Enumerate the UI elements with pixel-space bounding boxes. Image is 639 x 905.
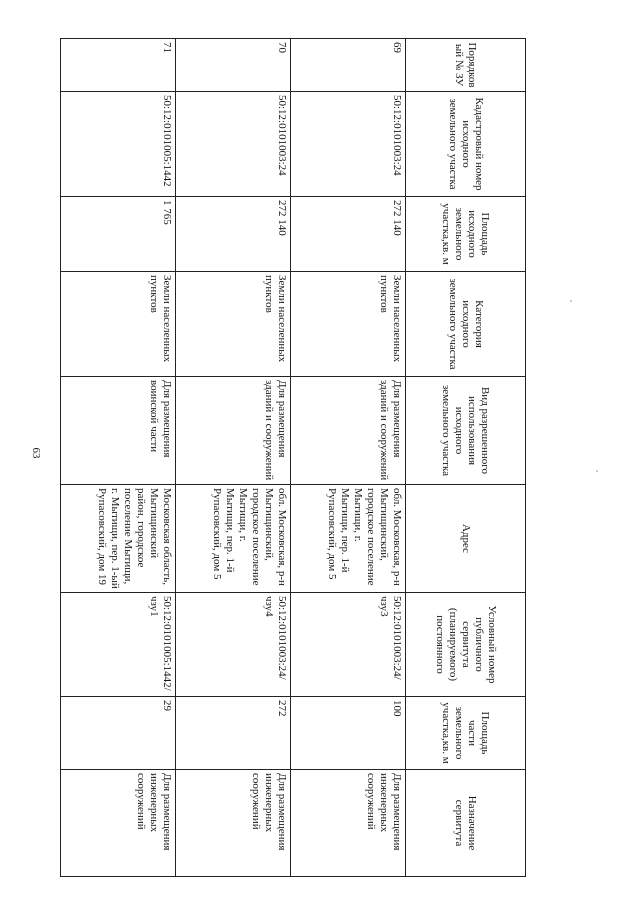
cell-use: Для размещения зданий и сооружений bbox=[291, 377, 406, 485]
cell-purpose: Для размещения инженерных сооружений bbox=[61, 770, 176, 877]
cell-category: Земли населенных пунктов bbox=[176, 272, 291, 377]
table-row bbox=[61, 39, 176, 877]
cell-part-area: 29 bbox=[61, 697, 176, 770]
header-row bbox=[406, 39, 526, 877]
cell-purpose: Для размещения инженерных сооружений bbox=[176, 770, 291, 877]
cell-category: Земли населенных пунктов bbox=[291, 272, 406, 377]
cell-num: 69 bbox=[291, 39, 406, 92]
table-row bbox=[176, 39, 291, 877]
scan-speck bbox=[570, 300, 572, 302]
cell-use: Для размещения воинской части bbox=[61, 377, 176, 485]
header-category: Категория исходного земельного участка bbox=[406, 272, 526, 377]
cell-use: Для размещения зданий и сооружений bbox=[176, 377, 291, 485]
cell-servitude-number: 50:12:0101005:1442/чзу1 bbox=[61, 593, 176, 697]
cell-part-area: 272 bbox=[176, 697, 291, 770]
cell-purpose: Для размещения инженерных сооружений bbox=[291, 770, 406, 877]
header-cadastral: Кадастровый номер исходного земельного участка bbox=[406, 92, 526, 197]
header-address: Адрес bbox=[406, 485, 526, 593]
header-use: Вид разрешенного использования исходного земельного участка bbox=[406, 377, 526, 485]
cell-address: обл. Московская, р-н Мытищинский, городское поселение Мытищи, г. Мытищи, пер. 1-й Рупасовский, дом 5 bbox=[291, 485, 406, 593]
header-part-area: Площадь части земельного участка,кв. м bbox=[406, 697, 526, 770]
table-container bbox=[61, 38, 526, 876]
cell-category: Земли населенных пунктов bbox=[61, 272, 176, 377]
cell-cadastral: 50:12:0101003:24 bbox=[176, 92, 291, 197]
cell-address: обл. Московская, р-н Мытищинский, городское поселение Мытищи, г. Мытищи, пер. 1-й Рупасовский, дом 5 bbox=[176, 485, 291, 593]
cell-area: 1 765 bbox=[61, 197, 176, 272]
cell-servitude-number: 50:12:0101003:24/чзу3 bbox=[291, 593, 406, 697]
scan-speck bbox=[596, 470, 598, 472]
servitude-table bbox=[60, 38, 526, 877]
cell-area: 272 140 bbox=[291, 197, 406, 272]
cell-part-area: 100 bbox=[291, 697, 406, 770]
header-purpose: Назначение сервитута bbox=[406, 770, 526, 877]
cell-num: 70 bbox=[176, 39, 291, 92]
cell-servitude-number: 50:12:0101003:24/чзу4 bbox=[176, 593, 291, 697]
header-area: Площадь исходного земельного участка,кв. м bbox=[406, 197, 526, 272]
table-row bbox=[291, 39, 406, 877]
cell-area: 272 140 bbox=[176, 197, 291, 272]
cell-num: 71 bbox=[61, 39, 176, 92]
cell-address: Московская область, Мытищинский район, городское поселение Мытищи, г. Мытищи, пер. 1-ый Рупасовский, дом 19 bbox=[61, 485, 176, 593]
header-num: Порядковый № ЗУ bbox=[406, 39, 526, 92]
cell-cadastral: 50:12:0101003:24 bbox=[291, 92, 406, 197]
page-number: 63 bbox=[30, 447, 42, 459]
header-servitude-number: Условный номер публичного сервитута (планируемого) постоянного bbox=[406, 593, 526, 697]
cell-cadastral: 50:12:0101005:1442 bbox=[61, 92, 176, 197]
